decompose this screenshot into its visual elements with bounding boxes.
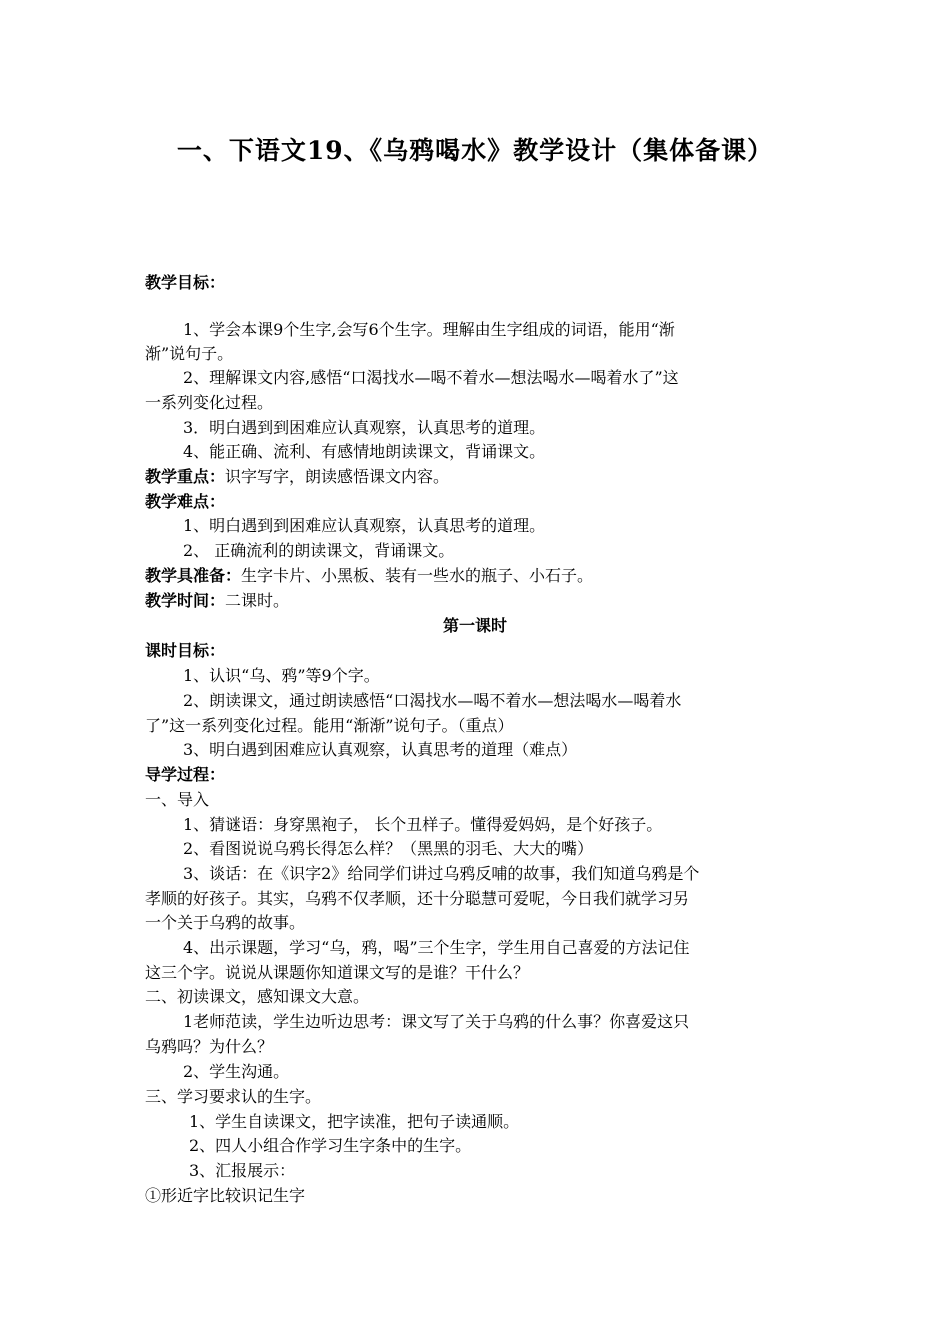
process-label: 导学过程：: [145, 765, 226, 784]
section-1-item-2: 2、看图说说乌鸦长得怎么样？（黑黑的羽毛、大大的嘴）: [183, 839, 594, 858]
section-2-item-1-line-2: 乌鸦吗？为什么？: [145, 1037, 274, 1056]
materials-label: 教学具准备：: [145, 566, 242, 585]
section-2-item-1-line-1: 1老师范读，学生边听边思考：课文写了关于乌鸦的什么事？你喜爱这只: [183, 1012, 690, 1031]
section-1-item-1: 1、猜谜语：身穿黑袍子， 长个丑样子。懂得爱妈妈，是个好孩子。: [183, 815, 663, 834]
key-point: [145, 465, 449, 489]
difficulty-label: 教学难点：: [145, 492, 226, 511]
difficulty-1: 1、明白遇到到困难应认真观察，认真思考的道理。: [183, 516, 546, 535]
objective-1-line-2: 渐”说句子。: [145, 344, 234, 363]
section-1-title: 一、导入: [145, 790, 210, 809]
section-3-item-3: 3、汇报展示：: [189, 1161, 296, 1180]
materials-text: 生字卡片、小黑板、装有一些水的瓶子、小石子。: [241, 566, 594, 585]
teaching-time: [145, 589, 289, 613]
materials: [145, 564, 593, 588]
objective-3: 3．明白遇到到困难应认真观察，认真思考的道理。: [183, 418, 546, 437]
section-1-item-3-line-2: 孝顺的好孩子。其实，乌鸦不仅孝顺，还十分聪慧可爱呢，今日我们就学习另: [145, 889, 690, 908]
lesson-goal-2-line-2: 了”这一系列变化过程。能用“渐渐”说句子。（重点）: [145, 716, 514, 735]
section-1-item-4-line-2: 这三个字。说说从课题你知道课文写的是谁？干什么？: [145, 963, 530, 982]
objective-2-line-2: 一系列变化过程。: [145, 393, 274, 412]
section-1-item-3-line-3: 一个关于乌鸦的故事。: [145, 913, 306, 932]
section-3-title: 三、学习要求认的生字。: [145, 1087, 322, 1106]
section-3-item-2: 2、四人小组合作学习生字条中的生字。: [189, 1136, 472, 1155]
objective-2-line-1: 2、理解课文内容,感悟“口渴找水—喝不着水—想法喝水—喝着水了”这: [183, 368, 679, 387]
lesson-goal-3: 3、明白遇到困难应认真观察，认真思考的道理（难点）: [183, 740, 578, 759]
section-1-item-3-line-1: 3、谈话：在《识字2》给同学们讲过乌鸦反哺的故事，我们知道乌鸦是个: [183, 864, 700, 883]
time-text: 二课时。: [225, 591, 290, 610]
difficulty-2: 2、 正确流利的朗读课文，背诵课文。: [183, 541, 455, 560]
document-title: 一、下语文19、《乌鸦喝水》教学设计（集体备课）: [176, 136, 774, 165]
objectives-heading: 教学目标：: [145, 273, 226, 292]
section-3-item-1: 1、学生自读课文，把字读准，把句子读通顺。: [189, 1112, 520, 1131]
objective-4: 4、能正确、流利、有感情地朗读课文，背诵课文。: [183, 442, 546, 461]
objective-1-line-1: 1、学会本课9个生字,会写6个生字。理解由生字组成的词语，能用“渐: [183, 320, 675, 339]
section-1-item-4-line-1: 4、出示课题，学习“乌，鸦，喝”三个生字，学生用自己喜爱的方法记住: [183, 938, 690, 957]
lesson-heading: 第一课时: [442, 616, 507, 635]
lesson-goal-label: 课时目标：: [145, 641, 226, 660]
key-point-text: 识字写字，朗读感悟课文内容。: [225, 467, 450, 486]
section-2-item-2: 2、学生沟通。: [183, 1062, 290, 1081]
time-label: 教学时间：: [145, 591, 226, 610]
key-point-label: 教学重点：: [145, 467, 226, 486]
section-2-title: 二、初读课文，感知课文大意。: [145, 987, 370, 1006]
section-3-subitem: ①形近字比较识记生字: [145, 1186, 306, 1205]
lesson-goal-2-line-1: 2、朗读课文，通过朗读感悟“口渴找水—喝不着水—想法喝水—喝着水: [183, 691, 682, 710]
lesson-goal-1: 1、认识“乌、鸦”等9个字。: [183, 666, 380, 685]
